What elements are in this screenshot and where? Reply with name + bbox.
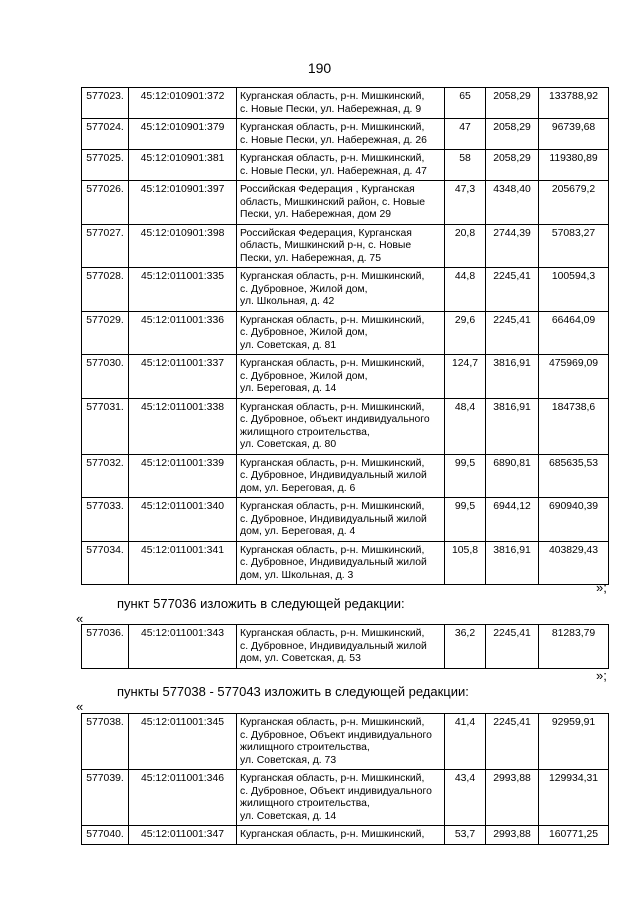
cadastral-number-cell: 45:12:010901:381 xyxy=(129,150,237,181)
area-cell: 29,6 xyxy=(445,311,486,355)
opening-quote: « xyxy=(76,611,84,626)
item-number-cell: 577023. xyxy=(82,88,129,119)
property-table-2 xyxy=(81,624,609,669)
address-line: Курганская область, р-н. Мишкинский, xyxy=(240,544,425,556)
specific-value-cell: 3816,91 xyxy=(486,541,539,585)
address-cell xyxy=(237,454,445,498)
address-line: дом, ул. Советская, д. 53 xyxy=(240,653,361,664)
cadastral-number-cell: 45:12:011001:347 xyxy=(129,826,237,845)
address-line: ул. Береговая, д. 14 xyxy=(240,383,337,394)
address-cell xyxy=(237,541,445,585)
item-number-cell: 577033. xyxy=(82,498,129,542)
cadastral-value-cell: 100594,3 xyxy=(539,268,609,312)
item-number-cell: 577026. xyxy=(82,181,129,225)
address-line: дом, ул. Школьная, д. 3 xyxy=(240,569,354,581)
area-cell: 65 xyxy=(445,88,486,119)
address-line: жилищного строительства, xyxy=(240,798,370,809)
area-cell: 43,4 xyxy=(445,770,486,826)
address-line: дом, ул. Береговая, д. 4 xyxy=(240,526,356,537)
address-line: Курганская область, р-н. Мишкинский, xyxy=(240,501,425,512)
table-row xyxy=(82,119,609,150)
address-line: Курганская область, р-н. Мишкинский, xyxy=(240,314,425,326)
specific-value-cell: 4348,40 xyxy=(486,181,539,225)
address-line: область, Мишкинский р-н, с. Новые xyxy=(240,240,412,251)
table-row xyxy=(82,714,609,770)
table-row xyxy=(82,398,609,454)
cadastral-number-cell: 45:12:011001:336 xyxy=(129,311,237,355)
area-cell: 20,8 xyxy=(445,224,486,268)
table-row xyxy=(82,181,609,225)
area-cell: 105,8 xyxy=(445,541,486,585)
address-line: Пески, ул. Набережная, дом 29 xyxy=(240,209,392,220)
address-cell xyxy=(237,498,445,542)
address-line: с. Новые Пески, ул. Набережная, д. 47 xyxy=(240,165,427,177)
table-row xyxy=(82,311,609,355)
table-row xyxy=(82,454,609,498)
cadastral-value-cell: 119380,89 xyxy=(539,150,609,181)
table-row xyxy=(82,224,609,268)
address-line: с. Новые Пески, ул. Набережная, д. 9 xyxy=(240,103,422,115)
address-line: с. Дубровное, Объект индивидуального xyxy=(240,785,432,797)
cadastral-number-cell: 45:12:011001:335 xyxy=(129,268,237,312)
address-line: Курганская область, р-н. Мишкинский, xyxy=(240,91,425,102)
page-number: 190 xyxy=(307,60,332,76)
table-row xyxy=(82,150,609,181)
area-cell: 53,7 xyxy=(445,826,486,845)
specific-value-cell: 2245,41 xyxy=(486,311,539,355)
specific-value-cell: 3816,91 xyxy=(486,355,539,399)
address-cell xyxy=(237,181,445,225)
address-cell xyxy=(237,224,445,268)
cadastral-value-cell: 690940,39 xyxy=(539,498,609,542)
cadastral-value-cell: 160771,25 xyxy=(539,826,609,845)
address-line: Курганская область, р-н. Мишкинский, xyxy=(240,153,425,164)
address-cell xyxy=(237,119,445,150)
specific-value-cell: 2993,88 xyxy=(486,826,539,845)
cadastral-number-cell: 45:12:010901:379 xyxy=(129,119,237,150)
address-line: с. Дубровное, Жилой дом, xyxy=(240,370,368,382)
table-row xyxy=(82,355,609,399)
cadastral-number-cell: 45:12:010901:398 xyxy=(129,224,237,268)
table-row xyxy=(82,88,609,119)
address-line: Курганская область, р-н. Мишкинский, xyxy=(240,829,425,840)
item-number-cell: 577024. xyxy=(82,119,129,150)
cadastral-value-cell: 129934,31 xyxy=(539,770,609,826)
amendment-instruction: пункты 577038 - 577043 изложить в следующей редакции: xyxy=(117,684,469,699)
address-line: с. Дубровное, Жилой дом, xyxy=(240,327,368,338)
address-line: Курганская область, р-н. Мишкинский, xyxy=(240,717,425,728)
address-line: Курганская область, р-н. Мишкинский, xyxy=(240,773,425,784)
area-cell: 47 xyxy=(445,119,486,150)
item-number-cell: 577032. xyxy=(82,454,129,498)
address-line: ул. Школьная, д. 42 xyxy=(240,296,335,307)
item-number-cell: 577030. xyxy=(82,355,129,399)
specific-value-cell: 2993,88 xyxy=(486,770,539,826)
address-line: ул. Советская, д. 73 xyxy=(240,754,337,766)
cadastral-value-cell: 96739,68 xyxy=(539,119,609,150)
table-row xyxy=(82,826,609,845)
cadastral-number-cell: 45:12:010901:372 xyxy=(129,88,237,119)
specific-value-cell: 2245,41 xyxy=(486,268,539,312)
address-line: с. Новые Пески, ул. Набережная, д. 26 xyxy=(240,134,427,146)
cadastral-number-cell: 45:12:011001:345 xyxy=(129,714,237,770)
address-cell xyxy=(237,88,445,119)
address-line: с. Дубровное, Жилой дом, xyxy=(240,283,368,295)
item-number-cell: 577034. xyxy=(82,541,129,585)
address-line: с. Дубровное, Объект индивидуального xyxy=(240,729,432,741)
item-number-cell: 577031. xyxy=(82,398,129,454)
table-row xyxy=(82,770,609,826)
address-line: с. Дубровное, Индивидуальный жилой xyxy=(240,513,427,525)
cadastral-number-cell: 45:12:011001:337 xyxy=(129,355,237,399)
address-cell xyxy=(237,770,445,826)
item-number-cell: 577036. xyxy=(82,625,129,669)
address-cell xyxy=(237,150,445,181)
item-number-cell: 577025. xyxy=(82,150,129,181)
area-cell: 36,2 xyxy=(445,625,486,669)
specific-value-cell: 2058,29 xyxy=(486,88,539,119)
area-cell: 41,4 xyxy=(445,714,486,770)
address-cell xyxy=(237,625,445,669)
area-cell: 48,4 xyxy=(445,398,486,454)
address-line: ул. Советская, д. 81 xyxy=(240,339,337,351)
cadastral-number-cell: 45:12:011001:339 xyxy=(129,454,237,498)
specific-value-cell: 2744,39 xyxy=(486,224,539,268)
specific-value-cell: 2245,41 xyxy=(486,625,539,669)
table-row xyxy=(82,541,609,585)
address-line: Курганская область, р-н. Мишкинский, xyxy=(240,271,425,282)
area-cell: 99,5 xyxy=(445,498,486,542)
cadastral-number-cell: 45:12:011001:346 xyxy=(129,770,237,826)
address-line: Курганская область, р-н. Мишкинский, xyxy=(240,358,425,369)
cadastral-number-cell: 45:12:011001:343 xyxy=(129,625,237,669)
cadastral-value-cell: 184738,6 xyxy=(539,398,609,454)
cadastral-value-cell: 475969,09 xyxy=(539,355,609,399)
address-cell xyxy=(237,826,445,845)
address-cell xyxy=(237,355,445,399)
table-row xyxy=(82,625,609,669)
address-line: с. Дубровное, Индивидуальный жилой xyxy=(240,470,427,481)
closing-quote: »; xyxy=(596,668,607,683)
address-line: с. Дубровное, Индивидуальный жилой xyxy=(240,557,427,568)
property-table-3 xyxy=(81,713,609,845)
amendment-instruction: пункт 577036 изложить в следующей редакции: xyxy=(117,596,405,611)
address-line: Курганская область, р-н. Мишкинский, xyxy=(240,401,425,413)
address-line: Российская Федерация , Курганская xyxy=(240,184,415,195)
cadastral-number-cell: 45:12:011001:340 xyxy=(129,498,237,542)
specific-value-cell: 2058,29 xyxy=(486,119,539,150)
address-cell xyxy=(237,268,445,312)
cadastral-number-cell: 45:12:011001:341 xyxy=(129,541,237,585)
area-cell: 58 xyxy=(445,150,486,181)
address-line: дом, ул. Береговая, д. 6 xyxy=(240,482,356,494)
address-line: Пески, ул. Набережная, д. 75 xyxy=(240,252,381,264)
cadastral-value-cell: 133788,92 xyxy=(539,88,609,119)
table-row xyxy=(82,268,609,312)
cadastral-number-cell: 45:12:011001:338 xyxy=(129,398,237,454)
area-cell: 44,8 xyxy=(445,268,486,312)
item-number-cell: 577040. xyxy=(82,826,129,845)
opening-quote: « xyxy=(76,699,84,714)
address-line: жилищного строительства, xyxy=(240,742,370,753)
address-line: Курганская область, р-н. Мишкинский, xyxy=(240,628,425,639)
cadastral-value-cell: 57083,27 xyxy=(539,224,609,268)
address-line: жилищного строительства, xyxy=(240,426,370,438)
cadastral-value-cell: 92959,91 xyxy=(539,714,609,770)
address-cell xyxy=(237,311,445,355)
address-line: с. Дубровное, Индивидуальный жилой xyxy=(240,640,427,652)
address-line: Российская Федерация, Курганская xyxy=(240,227,412,239)
area-cell: 99,5 xyxy=(445,454,486,498)
item-number-cell: 577027. xyxy=(82,224,129,268)
address-line: Курганская область, р-н. Мишкинский, xyxy=(240,122,425,133)
closing-quote: »; xyxy=(596,580,607,595)
address-line: ул. Советская, д. 80 xyxy=(240,439,337,450)
specific-value-cell: 6890,81 xyxy=(486,454,539,498)
specific-value-cell: 6944,12 xyxy=(486,498,539,542)
cadastral-value-cell: 403829,43 xyxy=(539,541,609,585)
address-cell xyxy=(237,398,445,454)
cadastral-value-cell: 66464,09 xyxy=(539,311,609,355)
cadastral-value-cell: 81283,79 xyxy=(539,625,609,669)
item-number-cell: 577039. xyxy=(82,770,129,826)
item-number-cell: 577038. xyxy=(82,714,129,770)
item-number-cell: 577028. xyxy=(82,268,129,312)
specific-value-cell: 3816,91 xyxy=(486,398,539,454)
specific-value-cell: 2245,41 xyxy=(486,714,539,770)
area-cell: 47,3 xyxy=(445,181,486,225)
address-line: Курганская область, р-н. Мишкинский, xyxy=(240,457,425,469)
address-line: с. Дубровное, объект индивидуального xyxy=(240,414,430,425)
property-table-1 xyxy=(81,87,609,585)
address-cell xyxy=(237,714,445,770)
cadastral-value-cell: 205679,2 xyxy=(539,181,609,225)
cadastral-number-cell: 45:12:010901:397 xyxy=(129,181,237,225)
table-row xyxy=(82,498,609,542)
item-number-cell: 577029. xyxy=(82,311,129,355)
cadastral-value-cell: 685635,53 xyxy=(539,454,609,498)
address-line: область, Мишкинский район, с. Новые xyxy=(240,196,426,208)
area-cell: 124,7 xyxy=(445,355,486,399)
address-line: ул. Советская, д. 14 xyxy=(240,810,337,822)
specific-value-cell: 2058,29 xyxy=(486,150,539,181)
